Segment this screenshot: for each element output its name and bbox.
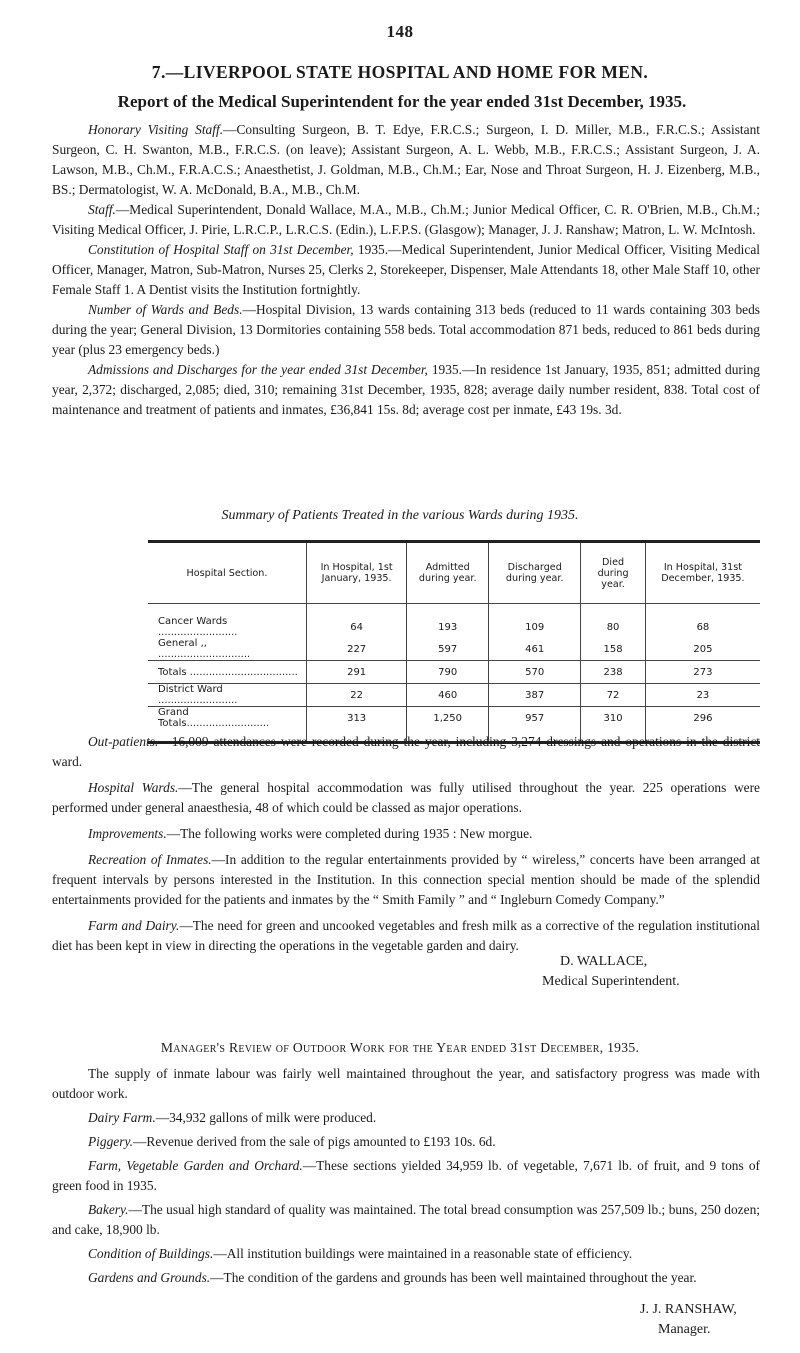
table-cell: 158	[581, 638, 646, 661]
paragraph-lead: Dairy Farm.	[88, 1110, 156, 1125]
paragraph-text: —In addition to the regular entertainments provided by “ wireless,” concerts have been arranged at frequent intervals by persons interested in the Institution. In this connection special mention should be made of the splendid entertainments provided for the patients and inmates by the “ Smith Family ” and “ Ingleburn Comedy Company.”	[52, 852, 761, 907]
paragraph-lead: Hospital Wards.	[88, 780, 179, 795]
signature-manager	[640, 1300, 737, 1340]
signature-superintendent	[542, 952, 680, 992]
paragraph-text: —These sections yielded 34,959 lb. of vegetable, 7,671 lb. of fruit, and 9 tons of green food in 1935.	[52, 1158, 760, 1193]
table-cell: 460	[407, 684, 489, 707]
paragraph-lead: Constitution of Hospital Staff on 31st December,	[88, 242, 354, 257]
table-cell: 80	[581, 616, 646, 638]
signature-name: D. WALLACE,	[560, 954, 648, 969]
table-row	[148, 638, 760, 661]
table-cell: 68	[645, 616, 760, 638]
table-cell: 313	[307, 707, 407, 730]
paragraph-dairy-farm	[52, 1108, 760, 1128]
table-cell: 109	[489, 616, 581, 638]
paragraph-lead: Out-patients.	[88, 734, 159, 749]
paragraph-admissions	[52, 360, 760, 420]
table-cell: 193	[407, 616, 489, 638]
table-cell: 570	[489, 661, 581, 684]
paragraph-text: —The general hospital accommodation was fully utilised throughout the year. 225 operations were performed under general anaesthesia, 48 of which could be classed as major operations.	[52, 780, 760, 815]
table-cell: 205	[645, 638, 760, 661]
table-cell: 64	[307, 616, 407, 638]
paragraph-lead: Condition of Buildings.	[88, 1246, 214, 1261]
table-cell: 387	[489, 684, 581, 707]
table-cell: 957	[489, 707, 581, 730]
table-row-grand-totals	[148, 707, 760, 730]
staff-section	[52, 120, 760, 420]
paragraph-text: —Revenue derived from the sale of pigs amounted to £193 10s. 6d.	[133, 1134, 496, 1149]
paragraph-out-patients	[52, 732, 760, 772]
paragraph-lead: Farm, Vegetable Garden and Orchard.	[88, 1158, 303, 1173]
paragraph-farm-dairy	[52, 916, 760, 956]
paragraph-text: —34,932 gallons of milk were produced.	[155, 1110, 377, 1125]
section-title-manager-review: Manager's Review of Outdoor Work for the Year ended 31st December, 1935.	[160, 1040, 640, 1055]
header-died: Died during year.	[581, 542, 646, 604]
paragraph-constitution	[52, 240, 760, 300]
table-cell: 1,250	[407, 707, 489, 730]
paragraph-text: —The usual high standard of quality was maintained. The total bread consumption was 257,509 lb.; buns, 250 dozen; and cake, 18,900 lb.	[52, 1202, 760, 1237]
header-in-hospital-jan: In Hospital, 1st January, 1935.	[307, 542, 407, 604]
paragraph-text: —Hospital Division, 13 wards containing 313 beds (reduced to 11 wards containing 303 beds during the year; General Division, 13 Dormitories containing 558 beds. Total accommodation 871 beds, reduced to 861 beds during year (plus 23 emergency beds.)	[52, 302, 760, 357]
header-in-hospital-dec: In Hospital, 31st December, 1935.	[645, 542, 760, 604]
signature-name: J. J. RANSHAW,	[640, 1302, 737, 1317]
paragraph-text: —Consulting Surgeon, B. T. Edye, F.R.C.S.; Surgeon, I. D. Miller, M.B., F.R.C.S.; Assistant Surgeon, C. H. Swanton, M.B., F.R.C.S. (on leave); Assistant Surgeon, A. L. Webb, M.B., F.R.C.S.; Assistant Surgeon, J. A. Lawson, M.B., Ch.M., F.R.A.C.S.; Anaesthetist, J. Goldman, M.B., Ch.M.; Ear, Nose and Throat Surgeon, H. J. Eizenberg, M.B., BS.; Dermatologist, W. A. McDonald, B.A., M.B., Ch.M.	[52, 122, 760, 197]
paragraph-honorary-staff	[52, 120, 760, 200]
table-cell: 238	[581, 661, 646, 684]
paragraph-text: 1935.—Medical Superintendent, Junior Medical Officer, Visiting Medical Officer, Manager, Matron, Sub-Matron, Nurses 25, Clerks 2, Storekeeper, Dispenser, Male Attendants 18, other Male Staff 10, other Female Staff 1. A Dentist visits the Institution fortnightly.	[52, 242, 761, 297]
table-spacer	[148, 604, 760, 617]
report-subtitle: Report of the Medical Superintendent for the year ended 31st December, 1935.	[117, 92, 687, 111]
report-title: 7.—LIVERPOOL STATE HOSPITAL AND HOME FOR MEN.	[151, 62, 649, 82]
paragraph-wards-beds	[52, 300, 760, 360]
paragraph-hospital-wards	[52, 778, 760, 818]
header-admitted: Admitted during year.	[407, 542, 489, 604]
header-hospital-section: Hospital Section.	[148, 542, 307, 604]
table-cell: Cancer Wards .........................	[158, 616, 238, 638]
patients-summary-table	[148, 540, 760, 744]
paragraph-lead: Piggery.	[88, 1134, 133, 1149]
paragraph-text: —The need for green and uncooked vegetables and fresh milk as a corrective of the regulation institutional diet has been kept in view in directing the operations in the vegetable garden and dairy.	[52, 918, 761, 953]
report-continued-section	[52, 732, 760, 956]
paragraph-lead: Admissions and Discharges for the year ended 31st December,	[88, 362, 428, 377]
paragraph-lead: Number of Wards and Beds.	[88, 302, 243, 317]
table-cell: 461	[489, 638, 581, 661]
table-row	[148, 616, 760, 638]
table-cell: 22	[307, 684, 407, 707]
table-cell: 310	[581, 707, 646, 730]
paragraph-gardens-grounds	[52, 1268, 760, 1288]
table-header-row	[148, 542, 760, 604]
table-row-totals	[148, 661, 760, 684]
paragraph-lead: Bakery.	[88, 1202, 129, 1217]
table-cell: 23	[645, 684, 760, 707]
paragraph-lead: Farm and Dairy.	[88, 918, 180, 933]
paragraph-text: —All institution buildings were maintained in a reasonable state of efficiency.	[213, 1246, 633, 1261]
manager-review-section	[52, 1064, 760, 1288]
table-cell: Totals ..................................	[148, 661, 307, 684]
table-cell: 597	[407, 638, 489, 661]
signature-role: Manager.	[658, 1322, 711, 1337]
paragraph-lead: Improvements.	[88, 826, 167, 841]
signature-role: Medical Superintendent.	[542, 974, 680, 989]
paragraph-staff	[52, 200, 760, 240]
paragraph-lead: Gardens and Grounds.	[88, 1270, 211, 1285]
paragraph-lead: Recreation of Inmates.	[88, 852, 212, 867]
paragraph-manager-intro: The supply of inmate labour was fairly well maintained throughout the year, and satisfactory progress was made with outdoor work.	[52, 1066, 760, 1101]
table-cell: 790	[407, 661, 489, 684]
header-discharged: Discharged during year.	[489, 542, 581, 604]
paragraph-improvements	[52, 824, 760, 844]
table-cell: General ,, .............................	[148, 638, 307, 661]
paragraph-piggery	[52, 1132, 760, 1152]
table-cell: 227	[307, 638, 407, 661]
paragraph-text: —Medical Superintendent, Donald Wallace, M.A., M.B., Ch.M.; Junior Medical Officer, C. R. O'Brien, M.B., Ch.M.; Visiting Medical Officer, J. Pirie, L.R.C.P., L.R.C.S. (Edin.), L.F.P.S. (Glasgow); Manager, J. J. Ranshaw; Matron, L. W. McIntosh.	[52, 202, 760, 237]
table-cell: 291	[307, 661, 407, 684]
table-cell: 296	[645, 707, 760, 730]
paragraph-buildings	[52, 1244, 760, 1264]
table-cell: 72	[581, 684, 646, 707]
page-number: 148	[386, 22, 414, 41]
paragraph-text: 1935.—In residence 1st January, 1935, 851; admitted during year, 2,372; discharged, 2,085; died, 310; remaining 31st December, 1935, 828; average daily number resident, 838. Total cost of maintenance and treatment of patients and inmates, £36,841 15s. 8d; average cost per inmate, £43 19s. 3d.	[52, 362, 760, 417]
table-cell: Grand Totals..........................	[158, 707, 270, 729]
paragraph-recreation	[52, 850, 760, 910]
table-cell: 273	[645, 661, 760, 684]
paragraph-text: —The condition of the gardens and grounds has been well maintained throughout the year.	[210, 1270, 697, 1285]
paragraph-bakery	[52, 1200, 760, 1240]
table-cell: District Ward .........................	[148, 684, 307, 707]
paragraph-lead: Staff.	[88, 202, 116, 217]
table-row	[148, 684, 760, 707]
paragraph-text: —The following works were completed during 1935 : New morgue.	[166, 826, 533, 841]
paragraph-text: —16,009 attendances were recorded during the year, including 3,274 dressings and operations in the district ward.	[52, 734, 760, 769]
paragraph-farm-garden-orchard	[52, 1156, 760, 1196]
table-caption: Summary of Patients Treated in the various Wards during 1935.	[221, 508, 579, 523]
paragraph-lead: Honorary Visiting Staff.	[88, 122, 224, 137]
